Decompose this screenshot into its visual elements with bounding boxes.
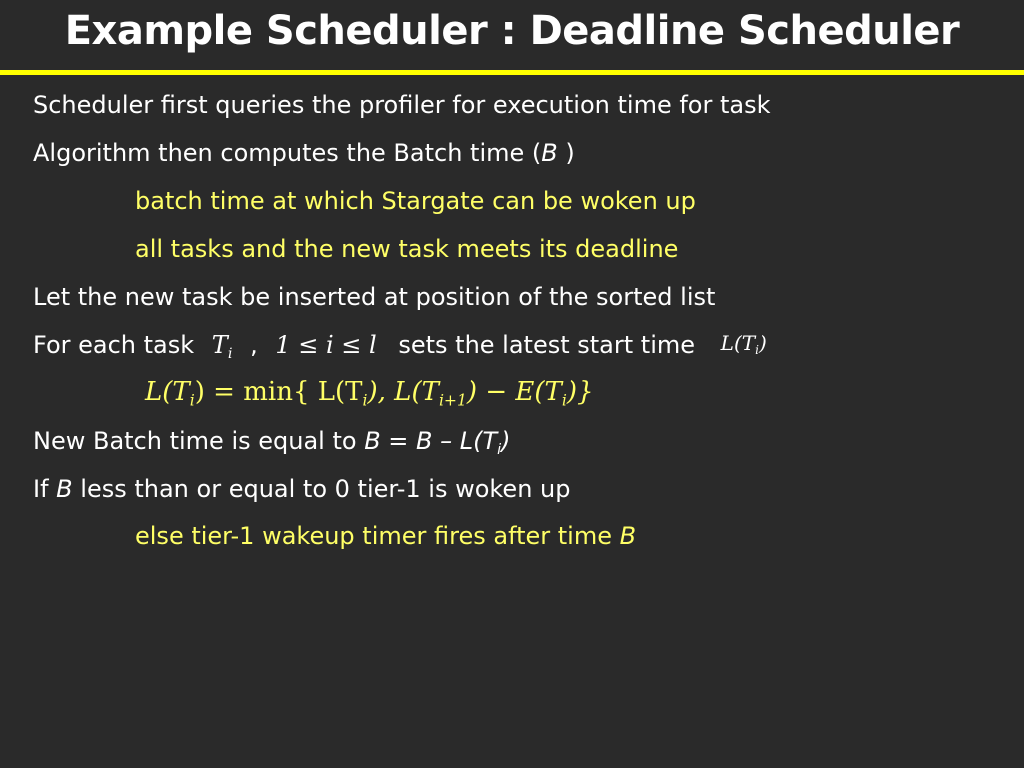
else-text: else tier-1 wakeup timer fires after time [135,522,612,550]
comma: , [250,331,258,359]
for-each-text: For each task [33,331,195,359]
formula-latest-start [145,378,594,414]
formula-part-c: ), L(T [367,377,439,407]
latest-start-L: L(T [720,331,756,355]
bullet-line-if [33,475,570,503]
task-symbol [211,331,233,363]
batch-var: B [541,139,558,167]
latest-start-close: ) [758,331,767,355]
formula-part-a: L(T [145,377,190,407]
if-text: If [33,475,49,503]
title-underline [0,70,1024,75]
task-symbol-sub: i [227,346,233,363]
if-var: B [56,475,73,503]
sub-line-deadline: all tasks and the new task meets its deadline [135,235,679,263]
batch-close: ) [557,139,575,167]
latest-start-symbol [720,331,767,358]
if-rest: less than or equal to 0 tier-1 is woken up [80,475,571,503]
sub-line-else [135,522,636,550]
new-batch-expr-main: B = B – L(T [364,427,498,455]
latest-start-text: sets the latest start time [398,331,696,359]
bullet-line-1: Scheduler first queries the profiler for execution time for task [33,91,771,119]
formula-sub-c: i+1 [438,391,467,410]
formula-part-e: )} [566,377,594,407]
slide-title: Example Scheduler : Deadline Scheduler [64,8,960,54]
bullet-line-2 [33,139,575,167]
new-batch-text: New Batch time is equal to [33,427,357,455]
new-batch-expr [364,427,511,459]
formula-part-d: ) − E(T [466,377,562,407]
sub-line-batch-time: batch time at which Stargate can be woken up [135,187,696,215]
formula-sub-b: i [362,391,368,410]
task-symbol-T: T [211,331,228,359]
bullet-line-for-each [33,331,767,368]
formula-sub-a: i [189,391,195,410]
latest-start-sub: i [755,343,759,358]
index-range: 1 ≤ i ≤ l [275,331,377,359]
bullet-line-insert: Let the new task be inserted at position of the sorted list [33,283,716,311]
bullet-line-new-batch [33,427,511,464]
new-batch-sub: i [497,442,502,459]
else-var: B [619,522,637,550]
new-batch-close: ) [501,427,511,455]
formula-sub-d: i [561,391,567,410]
batch-time-text: Algorithm then computes the Batch time ( [33,139,542,167]
formula-part-b: ) = min{ L(T [194,377,363,407]
